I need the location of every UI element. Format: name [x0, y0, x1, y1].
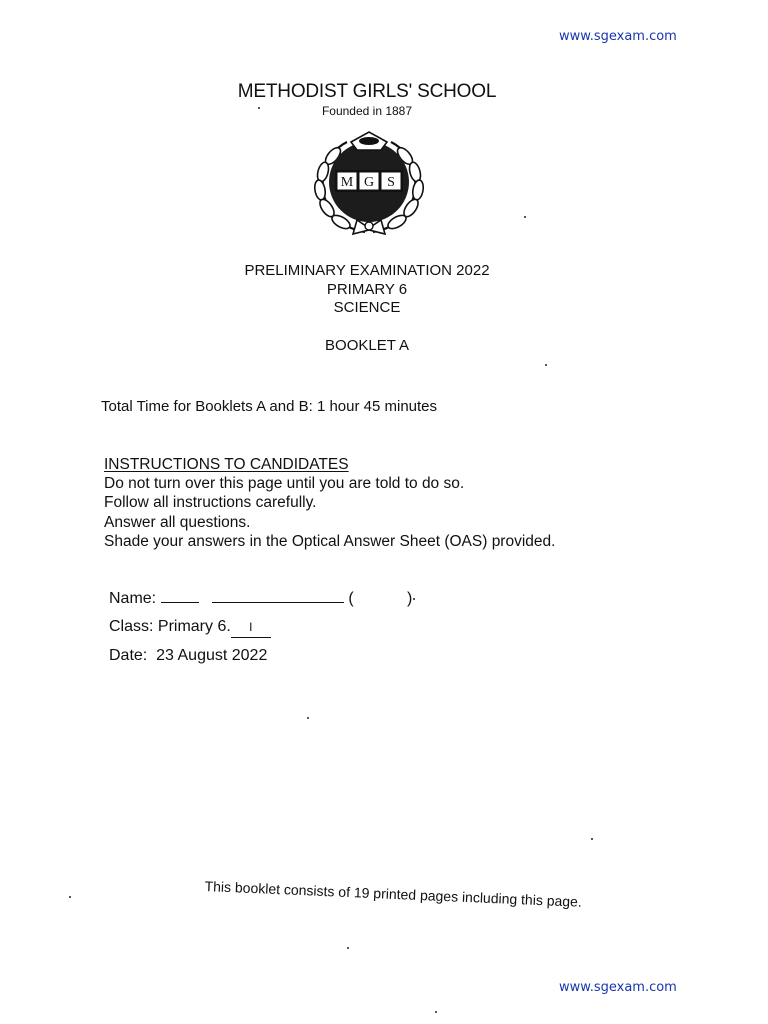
instruction-item: Do not turn over this page until you are told to do so. [104, 475, 465, 493]
name-blank-long [212, 589, 344, 603]
scan-speck [435, 1011, 437, 1013]
watermark-bottom[interactable]: www.sgexam.com [559, 980, 677, 995]
svg-text:G: G [363, 175, 375, 190]
scan-speck [591, 838, 593, 840]
name-field [109, 589, 412, 608]
class-value: I [231, 624, 271, 638]
date-label: Date: [109, 647, 148, 664]
exam-details [0, 262, 734, 318]
scan-speck [69, 896, 71, 898]
scan-speck [545, 364, 547, 366]
exam-title: PRELIMINARY EXAMINATION 2022 [244, 262, 490, 279]
total-time: Total Time for Booklets A and B: 1 hour 45 minutes [101, 398, 438, 415]
scan-speck [258, 107, 260, 109]
instruction-item: Shade your answers in the Optical Answer Sheet (OAS) provided. [104, 532, 556, 550]
name-blank-short [161, 589, 199, 603]
watermark-top[interactable]: www.sgexam.com [559, 29, 677, 44]
scan-speck [524, 216, 526, 218]
date-value: 23 August 2022 [156, 647, 268, 664]
index-open-paren: ( [348, 590, 354, 607]
class-label: Class: Primary 6. [109, 618, 231, 635]
instruction-item: Answer all questions. [104, 513, 251, 531]
date-field [109, 647, 267, 665]
booklet-label: BOOKLET A [325, 337, 409, 354]
school-name: METHODIST GIRLS' SCHOOL [237, 81, 497, 102]
instruction-item: Follow all instructions carefully. [104, 494, 317, 512]
scan-speck [413, 598, 415, 600]
name-label: Name: [109, 590, 157, 607]
class-field [109, 618, 271, 638]
index-close-paren: ) [407, 590, 413, 607]
scan-speck [307, 717, 309, 719]
instructions-block [104, 455, 555, 551]
founded-year: Founded in 1887 [321, 104, 413, 118]
scan-speck [347, 947, 349, 949]
page-count-note: This booklet consists of 19 printed pages including this page. [204, 878, 583, 910]
exam-subject: SCIENCE [333, 299, 401, 316]
instructions-title: INSTRUCTIONS TO CANDIDATES [104, 456, 349, 473]
school-crest-icon [309, 120, 429, 242]
svg-text:M: M [340, 175, 354, 190]
exam-level: PRIMARY 6 [326, 280, 408, 298]
svg-text:S: S [387, 175, 395, 190]
